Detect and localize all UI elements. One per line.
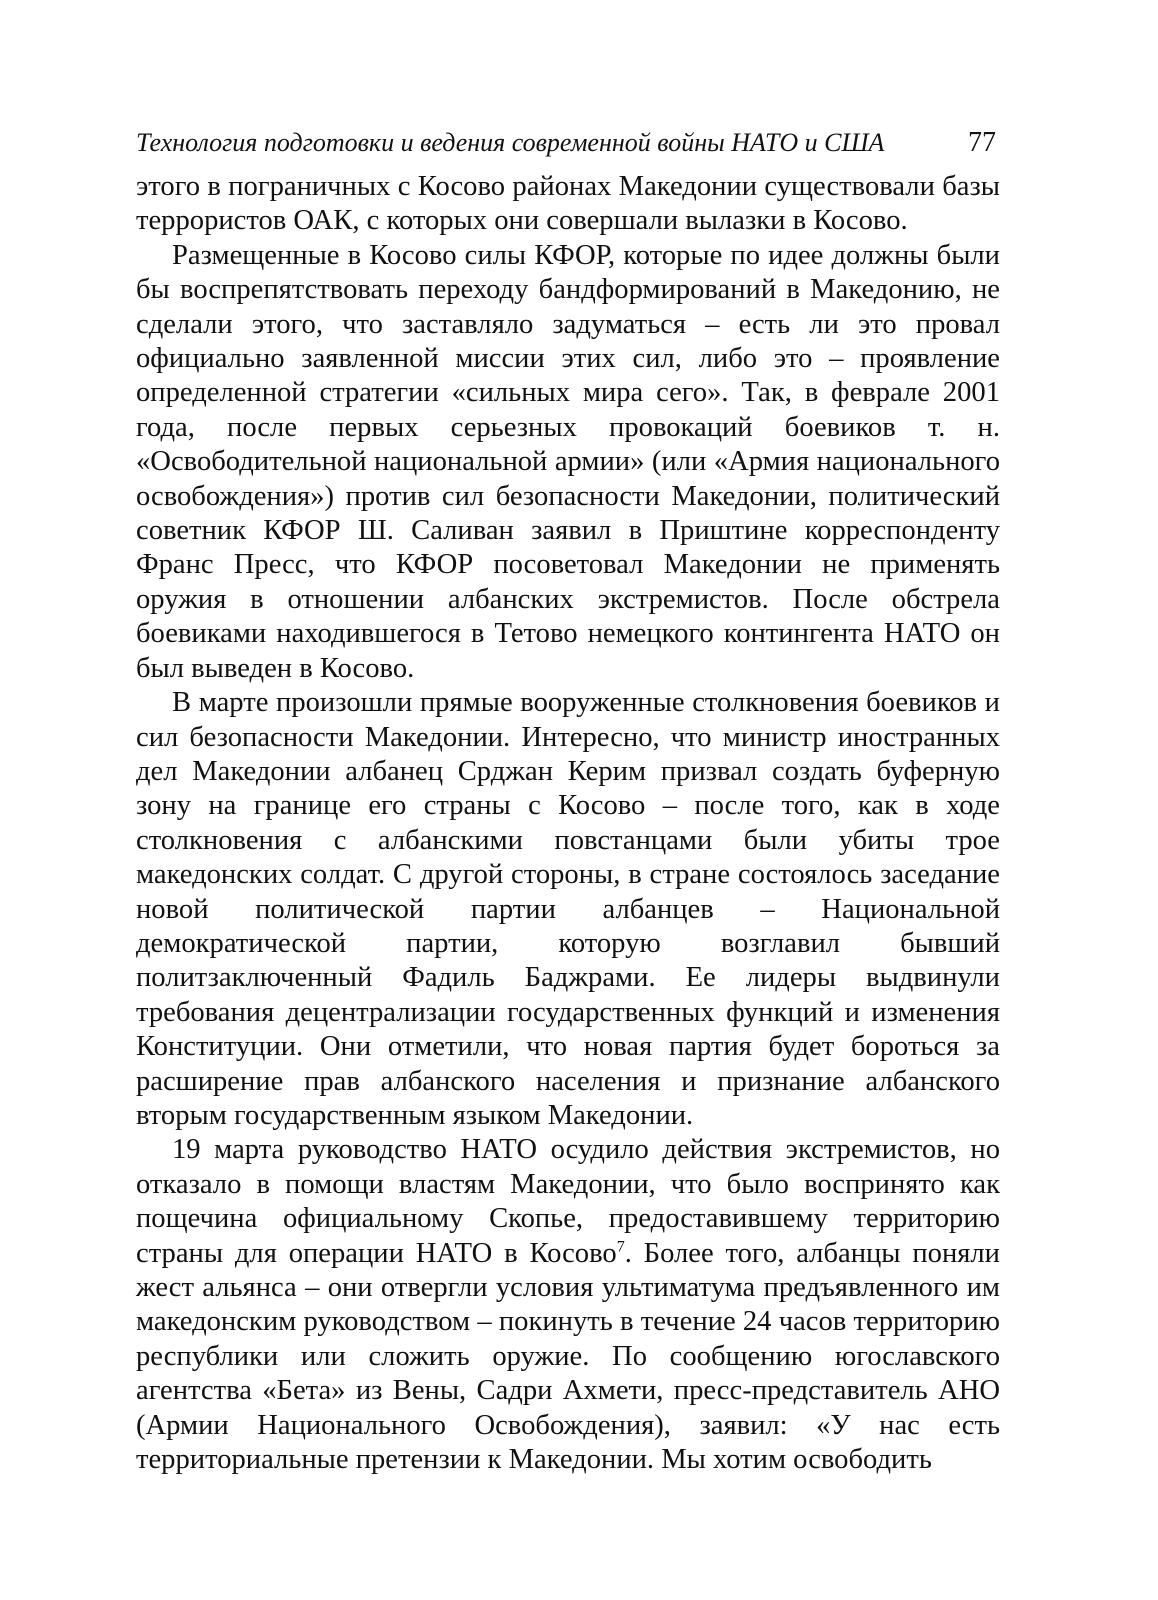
- paragraph-continuation: этого в пограничных с Косово районах Македонии существовали базы террористов ОАК, с которых они совершали вылазки в Косово.: [136, 171, 1000, 237]
- book-page: [136, 118, 1000, 1558]
- running-header: [136, 118, 1000, 168]
- footnote-marker[interactable]: 7: [616, 1238, 625, 1256]
- paragraph: Размещенные в Косово силы КФОР, которые по идее должны были бы воспрепятствовать переходу бандформирований в Македонию, не сделали этого, что заставляло задуматься – есть ли это провал официально заявленной миссии этих сил, либо это – проявление определенной стратегии «сильных мира сего». Так, в феврале 2001 года, после первых серьезных провокаций боевиков т. н. «Освободительной национальной армии» (или «Армия национального освобождения») против сил безопасности Македонии, политический советник КФОР Ш. Саливан заявил в Приштине корреспонденту Франс Пресс, что КФОР посоветовал Македонии не применять оружия в отношении албанских экстремистов. После обстрела боевиками находившегося в Тетово немецкого контингента НАТО он был выведен в Косово.: [136, 239, 1000, 684]
- paragraph-text-after-footnote: . Более того, албанцы поняли жест альянса – они отвергли условия ультиматума предъявленного им македонским руководством – покинуть в течение 24 часов территорию республики или сложить оружие. По сообщению югославского агентства «Бета» из Вены, Садри Ахмети, пресс-представитель АНО (Армии Национального Освобождения), заявил: «У нас есть территориальные претензии к Македонии. Мы хотим освободить: [136, 1237, 1000, 1476]
- page-number: 77: [968, 127, 996, 158]
- body-text: [136, 170, 1000, 1477]
- paragraph: В марте произошли прямые вооруженные столкновения боевиков и сил безопасности Македонии. Интересно, что министр иностранных дел Македонии албанец Срджан Керим призвал создать буферную зону на границе его страны с Косово – после того, как в ходе столкновения с албанскими повстанцами были убиты трое македонских солдат. С другой стороны, в стране состоялось заседание новой политической партии албанцев – Национальной демократической партии, которую возглавил бывший политзаключенный Фадиль Баджрами. Ее лидеры выдвинули требования децентрализации государственных функций и изменения Конституции. Они отметили, что новая партия будет бороться за расширение прав албанского населения и признание албанского вторым государственным языком Македонии.: [136, 687, 1000, 1131]
- paragraph-with-footnote: [136, 1133, 1000, 1477]
- running-header-title: Технология подготовки и ведения современной войны НАТО и США: [136, 128, 885, 157]
- paragraph-text-before-footnote: 19 марта руководство НАТО осудило действия экстремистов, но отказало в помощи властям Македонии, что было воспринято как пощечина официальному Скопье, предоставившему территорию страны для операции НАТО в Косово: [136, 1134, 1000, 1269]
